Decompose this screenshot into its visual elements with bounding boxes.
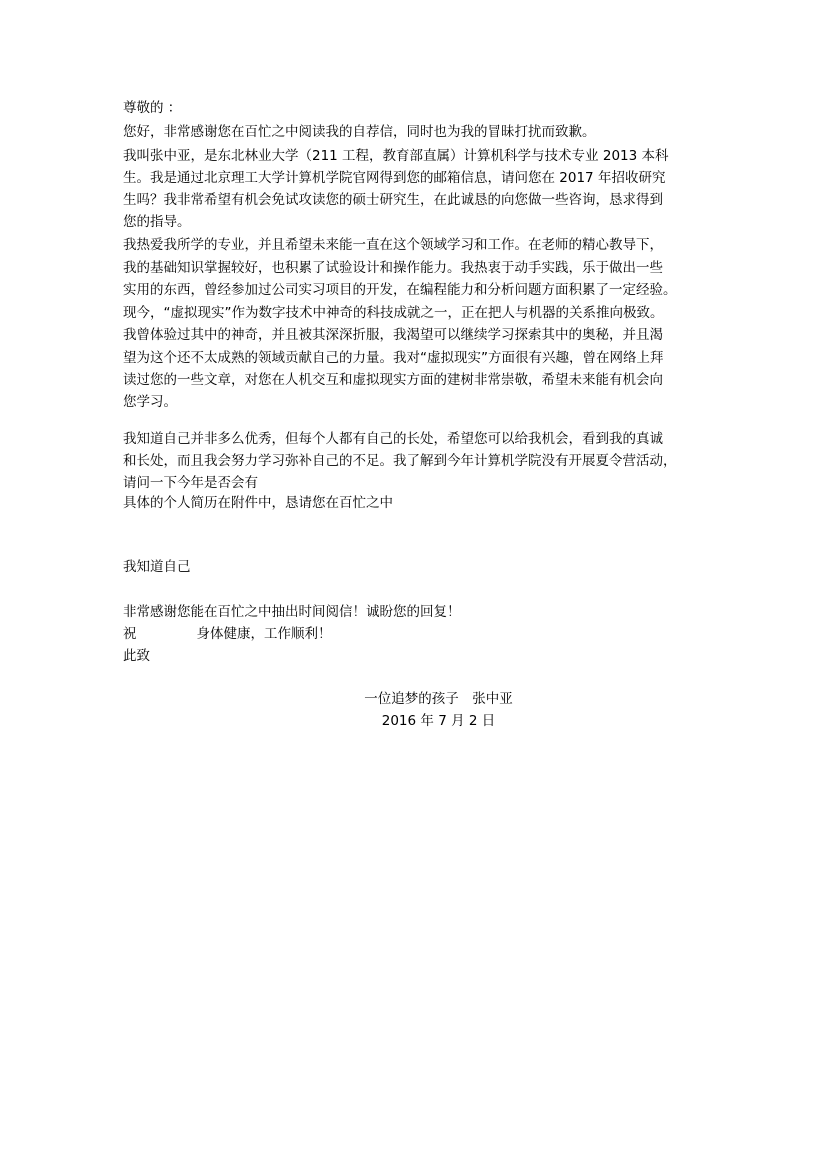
regards-line: 此致 <box>123 648 150 664</box>
closing-line: 具体的个人简历在附件中，恳请您在百忙之中 <box>123 495 393 511</box>
closing-line: 和长处，而且我会努力学习弥补自己的不足。我了解到今年计算机学院没有开展夏令营活动， <box>123 453 677 469</box>
body-line: 我曾体验过其中的神奇，并且被其深深折服，我渴望可以继续学习探索其中的奥秘，并且渴 <box>123 327 663 343</box>
wish-text: 身体健康，工作顺利！ <box>196 626 332 642</box>
body-line: 我热爱我所学的专业，并且希望未来能一直在这个领域学习和工作。在老师的精心教导下， <box>123 237 663 253</box>
wish-line <box>123 625 332 643</box>
signature: 一位追梦的孩子 张中亚 <box>364 691 513 707</box>
intro-line: 生。我是通过北京理工大学计算机学院官网得到您的邮箱信息，请问您在 2017 年招收研究 <box>123 170 666 186</box>
intro-line: 生吗？我非常希望有机会免试攻读您的硕士研究生，在此诚恳的向您做一些咨询，恳求得到 <box>123 192 663 208</box>
greeting-line: 您好，非常感谢您在百忙之中阅读我的自荐信，同时也为我的冒昧打扰而致歉。 <box>123 124 596 140</box>
thanks-line: 非常感谢您能在百忙之中抽出时间阅信！诚盼您的回复！ <box>123 604 461 620</box>
fragment-line: 我知道自己 <box>123 559 191 575</box>
salutation: 尊敬的 ： <box>123 100 182 116</box>
closing-line: 请问一下今年是否会有 <box>123 475 258 491</box>
body-line: 望为这个还不太成熟的领域贡献自己的力量。我对“虚拟现实”方面很有兴趣，曾在网络上拜 <box>123 350 664 366</box>
body-line: 读过您的一些文章，对您在人机交互和虚拟现实方面的建树非常崇敬，希望未来能有机会向 <box>123 372 663 388</box>
date: 2016 年 7 月 2 日 <box>381 713 496 729</box>
intro-line: 您的指导。 <box>123 214 191 230</box>
wish-prefix: 祝 <box>123 626 137 642</box>
body-line: 实用的东西，曾经参加过公司实习项目的开发，在编程能力和分析问题方面积累了一定经验。 <box>123 282 677 298</box>
body-line: 现今，“虚拟现实”作为数字技术中神奇的科技成就之一，正在把人与机器的关系推向极致。 <box>123 305 664 321</box>
body-line: 我的基础知识掌握较好，也积累了试验设计和操作能力。我热衷于动手实践，乐于做出一些 <box>123 260 663 276</box>
body-line: 您学习。 <box>123 394 177 410</box>
intro-line: 我叫张中亚，是东北林业大学（211 工程，教育部直属）计算机科学与技术专业 2013 本科 <box>123 148 669 164</box>
closing-line: 我知道自己并非多么优秀，但每个人都有自己的长处，希望您可以给我机会，看到我的真诚 <box>123 431 663 447</box>
